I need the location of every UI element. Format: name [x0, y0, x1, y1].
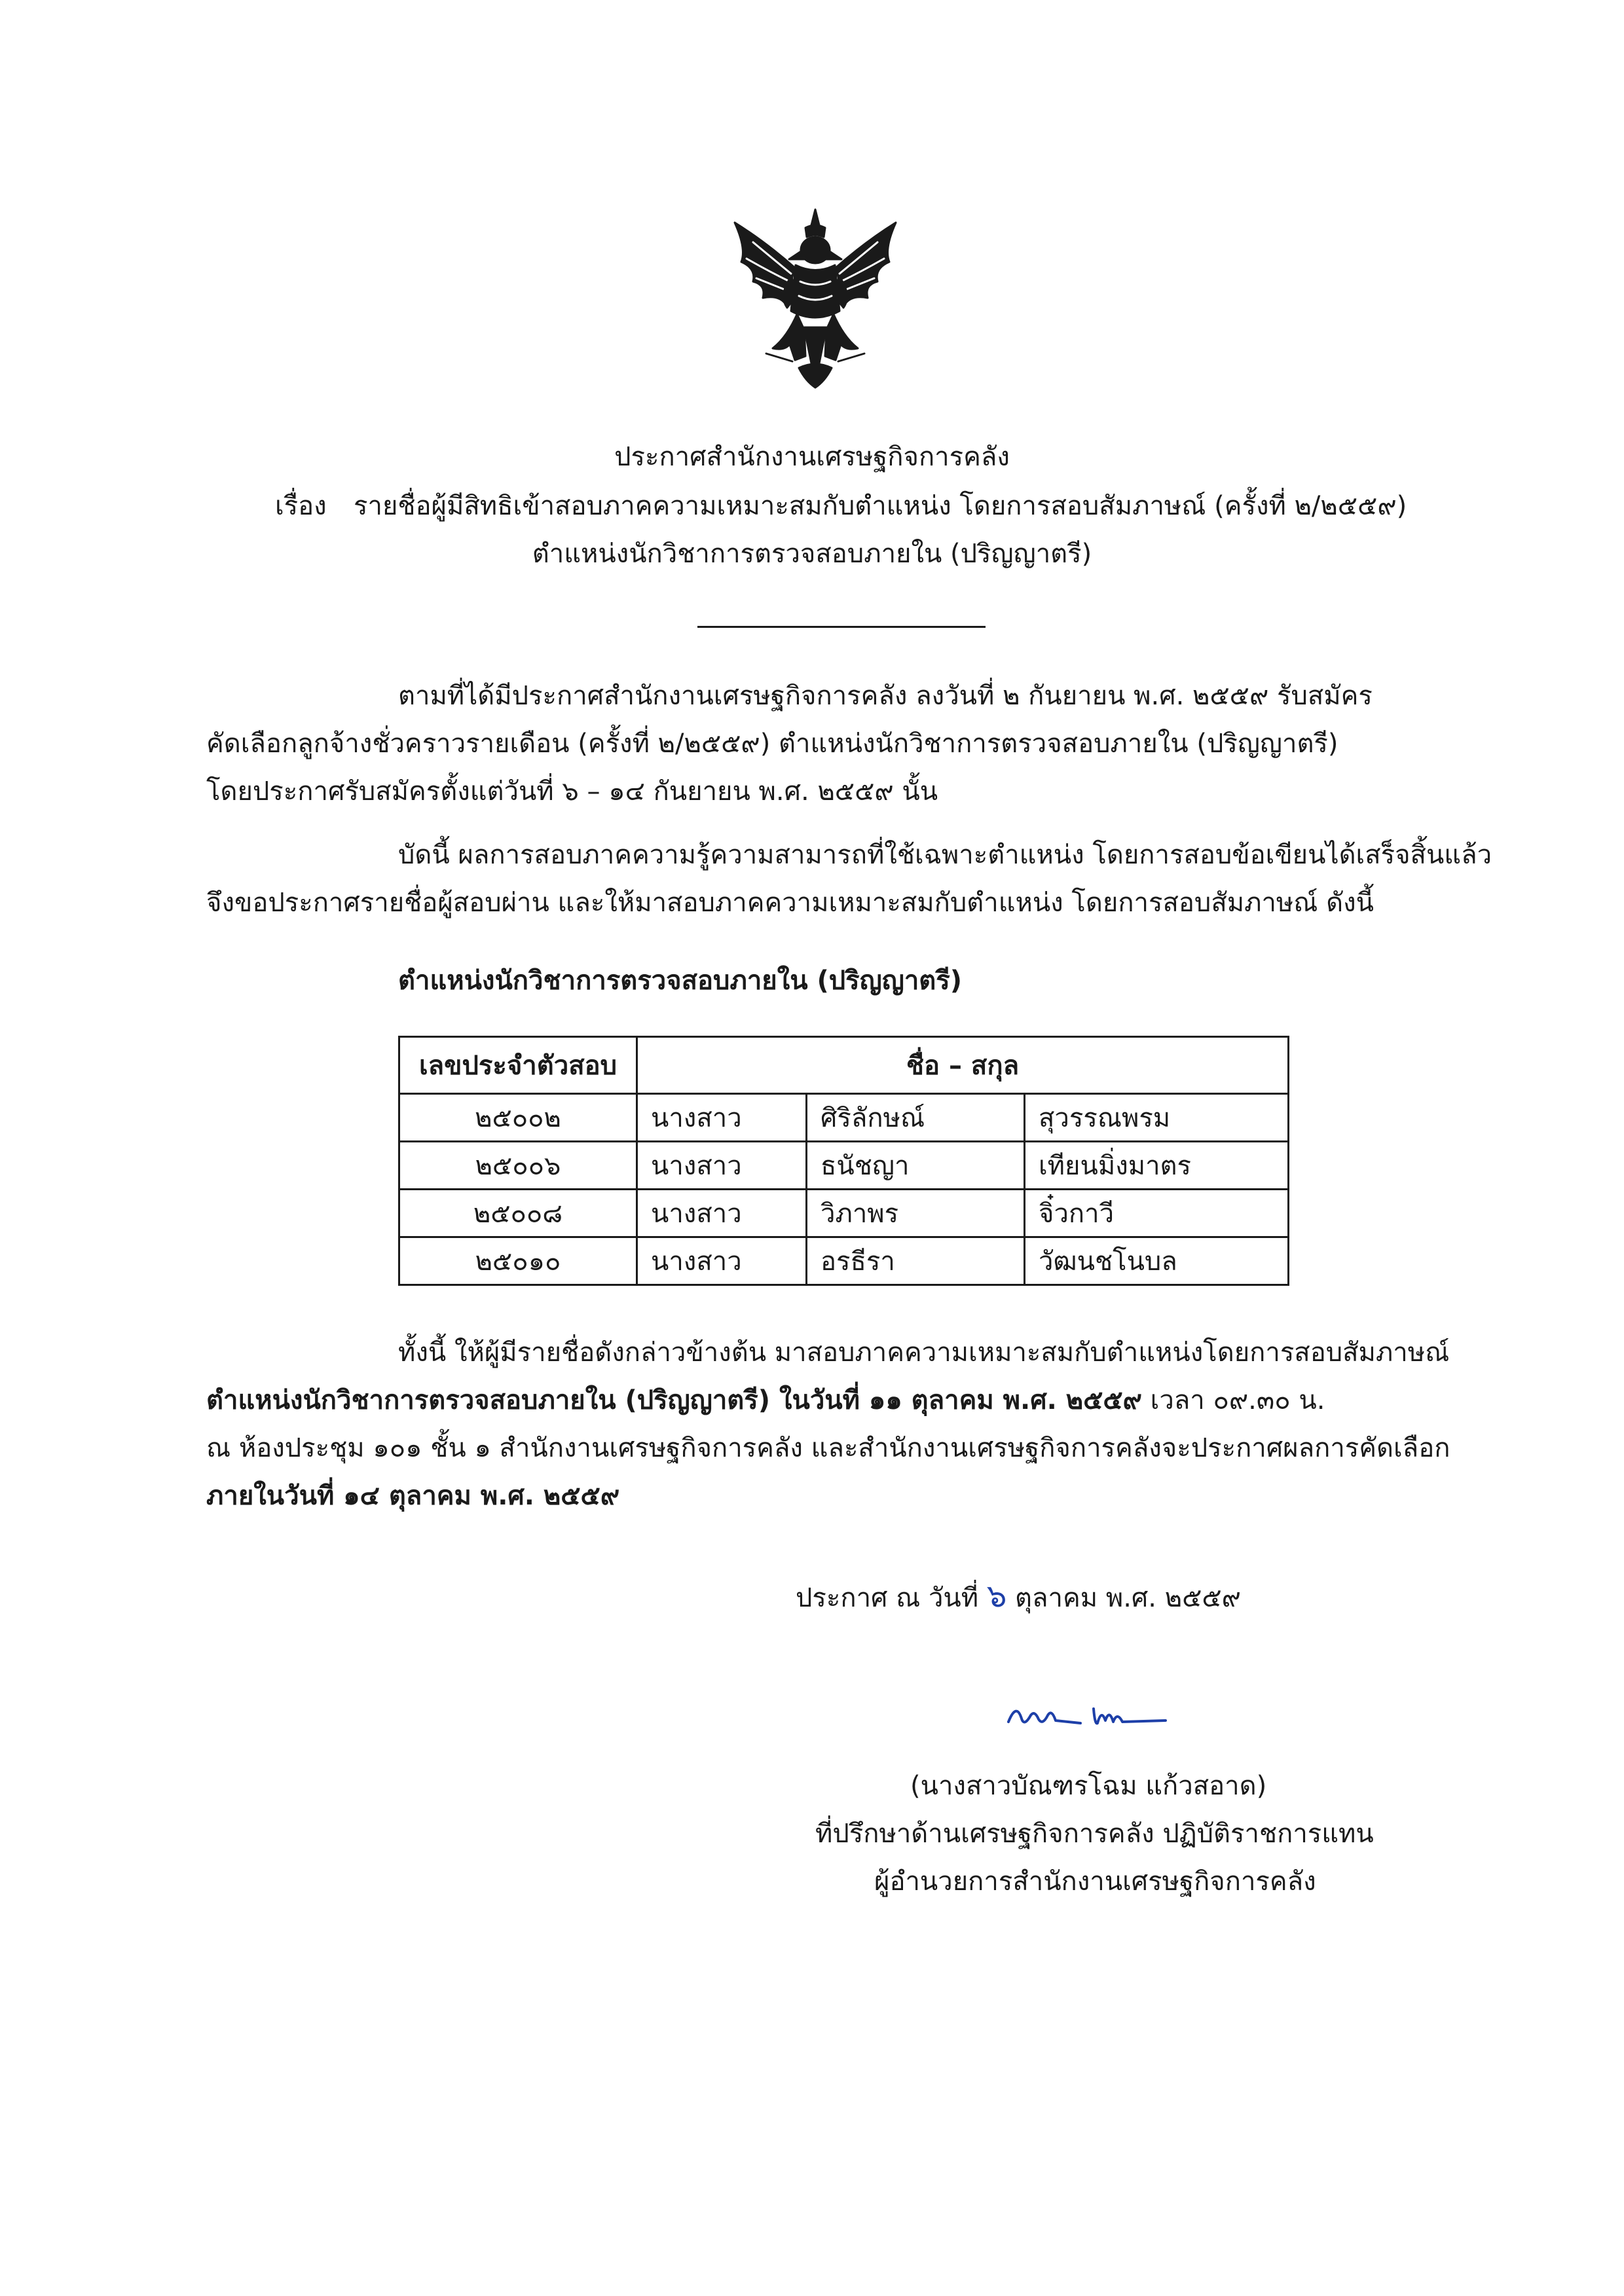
subject-line-1: รายชื่อผู้มีสิทธิเข้าสอบภาคความเหมาะสมกับตำแหน่ง โดยการสอบสัมภาษณ์ (ครั้งที่ ๒/๒๕๕๙)	[354, 491, 1407, 521]
exam-id-cell: ๒๕๐๐๒	[399, 1094, 637, 1142]
first-name-cell: ธนัชญา	[807, 1142, 1025, 1190]
paragraph-2-line-2: จึงขอประกาศรายชื่อผู้สอบผ่าน และให้มาสอบภาคความเหมาะสมกับตำแหน่ง โดยการสอบสัมภาษณ์ ดังนี้	[206, 888, 1374, 918]
announcement-title: ประกาศสำนักงานเศรษฐกิจการคลัง	[614, 442, 1010, 472]
exam-id-cell: ๒๕๐๑๐	[399, 1237, 637, 1285]
paragraph-1-line-3: โดยประกาศรับสมัครตั้งแต่วันที่ ๖ – ๑๔ กันยายน พ.ศ. ๒๕๕๙ นั้น	[206, 776, 938, 807]
column-header-full-name: ชื่อ – สกุล	[637, 1037, 1289, 1094]
signature-icon	[1002, 1689, 1172, 1741]
first-name-cell: วิภาพร	[807, 1190, 1025, 1237]
signatory-name: (นางสาวบัณฑรโฉม แก้วสอาด)	[910, 1771, 1267, 1801]
paragraph-3-line-2	[206, 1382, 1325, 1419]
table-row	[399, 1237, 1289, 1285]
announce-prefix: ประกาศ ณ วันที่	[796, 1583, 979, 1613]
garuda-emblem-icon	[727, 196, 904, 393]
results-date: ภายในวันที่ ๑๔ ตุลาคม พ.ศ. ๒๕๕๙	[206, 1481, 620, 1511]
paragraph-3-line-1: ทั้งนี้ ให้ผู้มีรายชื่อดังกล่าวข้างต้น มาสอบภาคความเหมาะสมกับตำแหน่งโดยการสอบสัมภาษณ์	[398, 1338, 1450, 1368]
announce-suffix: ตุลาคม พ.ศ. ๒๕๕๙	[1015, 1583, 1241, 1613]
paragraph-3-line-3: ณ ห้องประชุม ๑๐๑ ชั้น ๑ สำนักงานเศรษฐกิจการคลัง และสำนักงานเศรษฐกิจการคลังจะประกาศผลการคัดเลือก	[206, 1433, 1450, 1463]
signatory-position-2: ผู้อำนวยการสำนักงานเศรษฐกิจการคลัง	[874, 1867, 1316, 1897]
subject-line-2: ตำแหน่งนักวิชาการตรวจสอบภายใน (ปริญญาตรี)	[532, 539, 1092, 569]
subject-label: เรื่อง	[275, 491, 327, 521]
table-row	[399, 1190, 1289, 1237]
announce-date	[796, 1578, 1241, 1616]
title-cell: นางสาว	[637, 1142, 807, 1190]
last-name-cell: วัฒนชโนบล	[1025, 1237, 1289, 1285]
paragraph-2-line-1: บัดนี้ ผลการสอบภาคความรู้ความสามารถที่ใช้เฉพาะตำแหน่ง โดยการสอบข้อเขียนได้เสร็จสิ้นแล้ว	[398, 840, 1492, 870]
title-cell: นางสาว	[637, 1094, 807, 1142]
last-name-cell: เทียนมิ่งมาตร	[1025, 1142, 1289, 1190]
exam-id-cell: ๒๕๐๐๘	[399, 1190, 637, 1237]
paragraph-1-line-1: ตามที่ได้มีประกาศสำนักงานเศรษฐกิจการคลัง ลงวันที่ ๒ กันยายน พ.ศ. ๒๕๕๙ รับสมัคร	[398, 681, 1373, 711]
divider-rule	[697, 626, 986, 628]
column-header-exam-id: เลขประจำตัวสอบ	[399, 1037, 637, 1094]
interview-time: เวลา ๐๙.๓๐ น.	[1141, 1385, 1325, 1415]
title-cell: นางสาว	[637, 1190, 807, 1237]
section-heading: ตำแหน่งนักวิชาการตรวจสอบภายใน (ปริญญาตรี)	[398, 966, 963, 996]
title-cell: นางสาว	[637, 1237, 807, 1285]
first-name-cell: ศิริลักษณ์	[807, 1094, 1025, 1142]
exam-id-cell: ๒๕๐๐๖	[399, 1142, 637, 1190]
first-name-cell: อรธีรา	[807, 1237, 1025, 1285]
paragraph-1-line-2: คัดเลือกลูกจ้างชั่วคราวรายเดือน (ครั้งที่ ๒/๒๕๕๙) ตำแหน่งนักวิชาการตรวจสอบภายใน (ปริญญาตรี)	[206, 729, 1338, 759]
last-name-cell: สุวรรณพรม	[1025, 1094, 1289, 1142]
table-row	[399, 1094, 1289, 1142]
table-row	[399, 1142, 1289, 1190]
candidate-table	[398, 1036, 1289, 1286]
announce-day-handwritten: ๖	[986, 1578, 1007, 1614]
last-name-cell: จิ๋วกาวี	[1025, 1190, 1289, 1237]
interview-date-bold: ตำแหน่งนักวิชาการตรวจสอบภายใน (ปริญญาตรี) ในวันที่ ๑๑ ตุลาคม พ.ศ. ๒๕๕๙	[206, 1385, 1142, 1415]
signatory-position-1: ที่ปรึกษาด้านเศรษฐกิจการคลัง ปฏิบัติราชการแทน	[815, 1819, 1374, 1849]
table-header-row	[399, 1037, 1289, 1094]
